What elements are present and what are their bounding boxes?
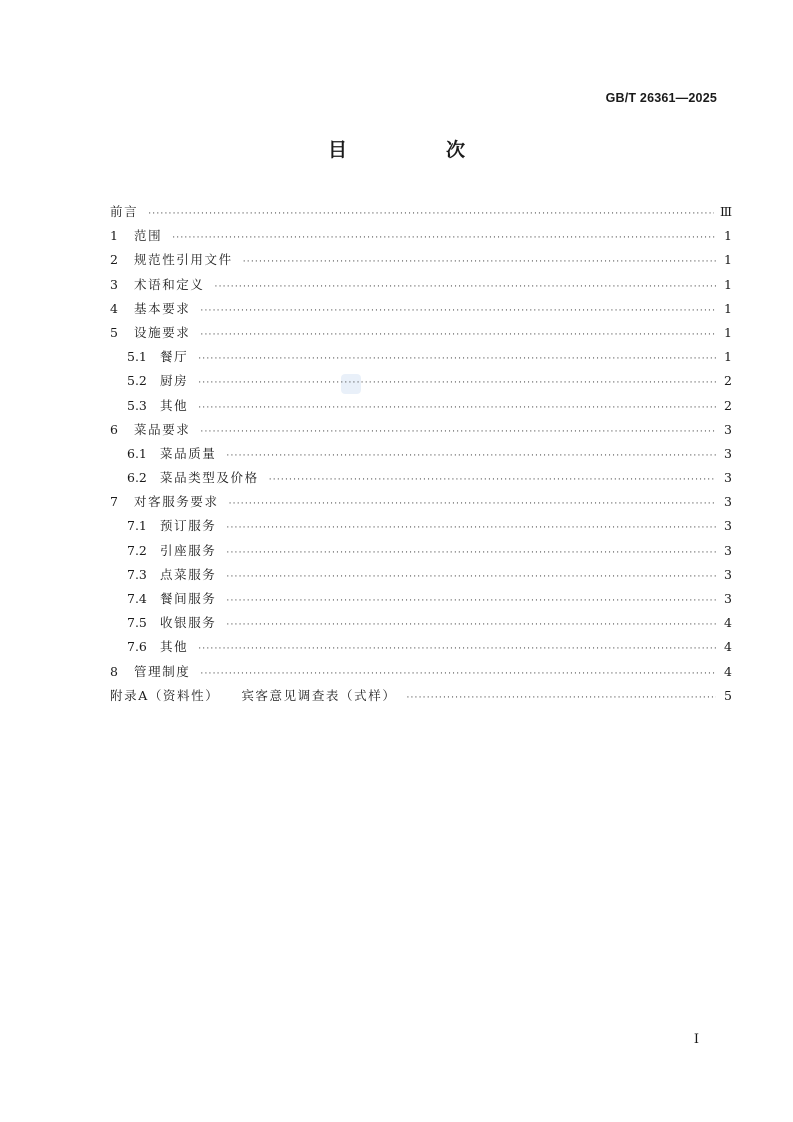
toc-number: 6.2 [127,470,147,486]
toc-label: 基本要求 [134,300,191,316]
toc-label: 预订服务 [160,518,217,534]
toc-page-number: 1 [724,276,732,292]
toc-page-number: 1 [724,324,732,340]
dot-leader [243,250,716,274]
toc-entry-5-1[interactable] [110,345,732,369]
toc-entry-foreword[interactable] [110,200,732,224]
toc-page-number: 3 [724,494,732,510]
toc-page-number: 1 [724,252,732,268]
table-of-contents [110,200,732,708]
toc-entry-5[interactable] [110,321,732,345]
toc-page-number: 2 [724,397,732,413]
toc-label: 其他 [160,397,189,413]
dot-leader [226,589,716,613]
toc-entry-2[interactable] [110,248,732,272]
toc-number: 5.1 [127,349,147,365]
toc-entry-6-1[interactable] [110,442,732,466]
toc-number: 7.4 [127,591,147,606]
toc-page-number: 2 [724,373,732,389]
toc-number: 7.5 [127,615,147,631]
dot-leader [198,347,716,371]
toc-entry-1[interactable] [110,224,732,248]
toc-page-number: 1 [724,228,732,244]
dot-leader [226,516,716,540]
toc-label: 餐间服务 [160,591,217,606]
toc-entry-appendix-a[interactable] [110,684,732,708]
toc-entry-7-1[interactable] [110,514,732,538]
toc-entry-7-5[interactable] [110,611,732,635]
toc-label: 管理制度 [134,663,191,679]
toc-entry-6[interactable] [110,418,732,442]
dot-leader [226,444,716,468]
toc-number: 8 [110,663,118,679]
toc-number: 6 [110,421,118,437]
toc-label: 前言 [110,204,139,219]
toc-page-number: 3 [724,542,732,558]
toc-label: 其他 [160,639,189,655]
toc-label: 菜品质量 [160,445,217,461]
toc-number: 3 [110,276,118,292]
toc-page-number: 3 [724,566,732,582]
toc-title: 目 次 [327,139,505,161]
toc-label: 设施要求 [134,324,191,340]
dot-leader [226,565,716,589]
dot-leader [148,202,714,226]
toc-label: 附录A（资料性） [110,687,220,703]
toc-page-number: Ⅲ [719,204,732,219]
appendix-title: 宾客意见调查表（式样） [241,687,397,703]
toc-entry-7-4[interactable] [110,587,732,611]
dot-leader [226,541,716,565]
toc-label: 收银服务 [160,615,217,631]
toc-number: 6.1 [127,445,147,461]
toc-label: 餐厅 [160,349,189,365]
toc-page-number: 3 [724,445,732,461]
toc-number: 5.3 [127,397,147,413]
toc-number: 7.2 [127,542,147,558]
toc-entry-5-2[interactable] [110,369,732,393]
toc-label: 规范性引用文件 [134,252,233,268]
toc-label: 范围 [134,228,163,244]
page-number: I [693,1032,699,1047]
dot-leader [200,299,716,323]
dot-leader [200,662,716,686]
toc-page-number: 4 [724,615,732,631]
toc-page-number: 3 [724,470,732,486]
toc-page-number: 3 [724,591,732,606]
toc-page-number: 1 [724,349,732,365]
dot-leader [198,396,716,420]
toc-page-number: 4 [724,663,732,679]
toc-entry-3[interactable] [110,273,732,297]
dot-leader [269,468,716,492]
toc-number: 7 [110,494,118,510]
toc-label: 菜品类型及价格 [160,470,259,486]
toc-number: 4 [110,300,118,316]
toc-entry-4[interactable] [110,297,732,321]
dot-leader [172,226,716,250]
toc-number: 2 [110,252,118,268]
toc-number: 7.3 [127,566,147,582]
dot-leader [406,686,716,710]
dot-leader [215,275,716,299]
toc-page-number: 1 [724,300,732,316]
toc-page-number: 3 [724,518,732,534]
toc-number: 7.6 [127,639,147,655]
toc-number: 7.1 [127,518,147,534]
dot-leader [200,323,716,347]
dot-leader [200,420,716,444]
dot-leader [229,492,716,516]
toc-number: 5.2 [127,373,147,389]
toc-label: 菜品要求 [134,421,191,437]
standard-code: GB/T 26361—2025 [605,91,717,105]
dot-leader [226,613,716,637]
toc-label: 对客服务要求 [134,494,219,510]
toc-entry-6-2[interactable] [110,466,732,490]
toc-page-number: 5 [724,687,732,703]
toc-label: 引座服务 [160,542,217,558]
toc-entry-7[interactable] [110,490,732,514]
toc-label: 点菜服务 [160,566,217,582]
toc-number: 5 [110,324,118,340]
toc-entry-5-3[interactable] [110,394,732,418]
toc-entry-7-2[interactable] [110,539,732,563]
dot-leader [198,637,716,661]
toc-entry-7-3[interactable] [110,563,732,587]
toc-label: 术语和定义 [134,276,205,292]
toc-entry-7-6[interactable] [110,635,732,659]
dot-leader [198,371,716,395]
toc-number: 1 [110,228,118,244]
toc-page-number: 4 [724,639,732,655]
toc-page-number: 3 [724,421,732,437]
toc-entry-8[interactable] [110,660,732,684]
toc-label: 厨房 [160,373,189,389]
